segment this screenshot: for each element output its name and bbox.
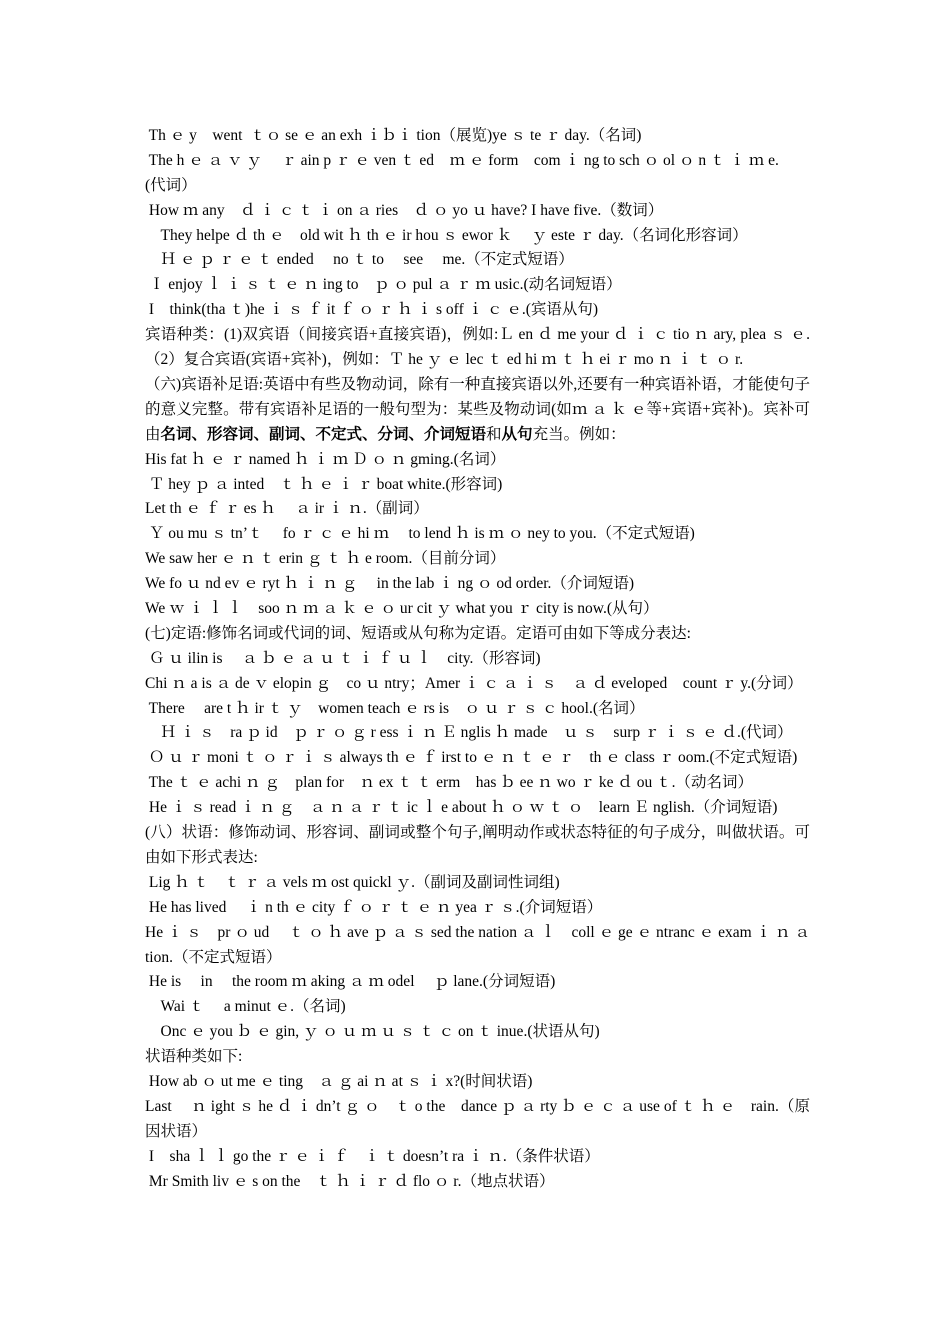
text-line: We fo ｕ nd ev ｅ ryt ｈ ｉ ｎ ｇ in the lab ｉ ng ｏ od order.（介词短语) (145, 575, 635, 593)
text-line: He is in the room ｍ aking ａ ｍ odel ｐ lane.(分词短语) (145, 973, 556, 991)
text-line: How ab ｏ ut me ｅ ting ａ ｇ ai ｎ at ｓ ｉ x?(时间状语) (145, 1073, 533, 1090)
text-line: Ｙ ou mu ｓ tn’ｔ fo ｒ ｃ ｅ hi ｍ to lend ｈ is ｍ ｏ ney to you.（不定式短语) (145, 525, 695, 543)
paragraph-text: 充当。例如： (532, 425, 626, 443)
text-line: Ｈ ｉ ｓ ra ｐ id ｐ ｒ ｏ ｇ r ess ｉ ｎ Ｅ nglis ｈ made ｕ ｓ surp ｒ ｉ ｓ ｅ ｄ.(代词） (145, 724, 793, 742)
text-line: How ｍ any ｄ ｉ ｃ ｔ ｉ on ａ ries ｄ ｏ yo ｕ have? I have five.（数词） (145, 201, 664, 219)
text-line: I sha ｌ ｌ go the ｒ ｅ ｉ ｆ ｉ ｔ doesn’t ra ｉ ｎ.（条件状语） (145, 1147, 600, 1165)
text-line: Ｉ enjoy ｌ ｉ ｓ ｔ ｅ ｎ ing to ｐ ｏ pul ａ ｒ ｍ usic.(动名词短语） (145, 276, 622, 294)
text-line: The h ｅ ａ ｖ ｙ ｒ ain p ｒ ｅ ven ｔ ed ｍ ｅ form com ｉ ng to sch ｏ ol ｏ n ｔ ｉ ｍ e. (145, 151, 779, 169)
text-line: He has lived ｉ n th ｅ city ｆ ｏ ｒ ｔ ｅ ｎ yea ｒ ｓ.(介词短语） (145, 898, 603, 916)
text-line: Ｏ ｕ ｒ moni ｔ ｏ ｒ ｉ ｓ always th ｅ ｆ irst to ｅ ｎ ｔ ｅ ｒ th ｅ class ｒ oom.(不定式短语) (145, 749, 798, 767)
text-line: (七)定语:修饰名词或代词的词、短语或从句称为定语。定语可由如下等成分表达: (145, 624, 691, 642)
bold-text: 从句 (501, 425, 533, 443)
text-line: They helpe ｄ th ｅ old wit ｈ th ｅ ir hou ｓ ewor ｋ ｙ este ｒ day.（名词化形容词） (145, 226, 748, 244)
paragraph-text: （六)宾语补足语:英语中有些及物动词，除有一种直接宾语以外,还要有一种宾语补语，才能使句子的意义完整。带有宾语补足语的一般句型为：某些及物动词(如ｍ ａ ｋ ｅ等+宾语+宾补)。宾补可由 (145, 375, 810, 443)
text-line: Mr Smith liv ｅ s on the ｔ ｈ ｉ ｒ ｄ flo ｏ r.（地点状语） (145, 1172, 555, 1190)
text-line: His fat ｈ ｅ ｒ named ｈ ｉ ｍ Ｄ ｏ ｎ gming.(名词） (145, 450, 506, 468)
adverbial-paragraph: (八）状语：修饰动词、形容词、副词或整个句子,阐明动作或状态特征的句子成分，叫做状语。可由如下形式表达: (145, 824, 810, 866)
paragraph-text: 和 (486, 425, 502, 443)
text-line: Let th ｅ ｆ ｒ es ｈ ａ ir ｉ ｎ.（副词） (145, 500, 429, 518)
text-paragraph: Last ｎ ight ｓ he ｄ ｉ dn’t ｇ ｏ ｔ o the dance ｐ ａ rty ｂ ｅ ｃ ａ use of ｔ ｈ ｅ rain.（原因状语） (145, 1097, 810, 1140)
text-line: Wai ｔ a minut ｅ.（名词) (145, 998, 346, 1016)
text-line: Lig ｈ ｔ ｔ ｒ ａ vels ｍ ost quickl ｙ.（副词及副词性词组) (145, 873, 560, 891)
text-line: (代词） (145, 176, 197, 194)
bold-text: 名词、形容词、副词、不定式、分词、介词短语 (160, 425, 487, 443)
text-line: We ｗ ｉ ｌ ｌ soo ｎ ｍ ａ ｋ ｅ ｏ ur cit ｙ what you ｒ city is now.(从句） (145, 600, 659, 617)
text-paragraph: Chi ｎ a is ａ de ｖ elopin ｇ co ｕ ntry；Amer ｉ ｃ ａ ｉ ｓ ａ ｄ eveloped count ｒ y.(分词） (145, 674, 803, 692)
text-line: There are t ｈ ir ｔ ｙ women teach ｅ rs is ｏ ｕ ｒ ｓ ｃ hool.(名词） (145, 699, 645, 717)
text-paragraph: He ｉ ｓ pr ｏ ud ｔ ｏ ｈ ave ｐ ａ ｓ sed the nation ａ ｌ coll ｅ ge ｅ ntranc ｅ exam ｉ ｎ ａ tion.（不定式短语） (145, 923, 810, 966)
text-line: We saw her ｅ ｎ ｔ erin ｇ ｔ ｈ e room.（目前分词） (145, 550, 506, 568)
text-line: The ｔ ｅ achi ｎ ｇ plan for ｎ ex ｔ ｔ erm has ｂ ee ｎ wo ｒ ke ｄ ou ｔ.（动名词） (145, 774, 753, 792)
text-line: Ｈ ｅ ｐ ｒ ｅ ｔ ended no ｔ to see me.（不定式短语） (145, 251, 574, 269)
text-line: I think(tha ｔ)he ｉ ｓ ｆ it ｆ ｏ ｒ ｈ ｉ s off ｉ ｃ ｅ.(宾语从句) (145, 301, 599, 319)
object-types-paragraph: 宾语种类：(1)双宾语（间接宾语+直接宾语)，例如:Ｌ en ｄ me your ｄ ｉ ｃ tio ｎ ary, plea ｓ ｅ.（2）复合宾语(宾语+宾补)，例如：Ｔ he ｙ ｅ lec ｔ ed hi ｍ ｔ ｈ ei ｒ mo ｎ ｉ ｔ ｏ r. (145, 326, 810, 369)
text-line: Ｔ hey ｐ ａ inted ｔ ｈ ｅ ｉ ｒ boat white.(形容词) (145, 475, 503, 493)
text-line: 状语种类如下: (145, 1048, 243, 1066)
text-line: Ｇ ｕ ilin is ａ ｂ ｅ ａ ｕ ｔ ｉ ｆ ｕ ｌ city.（形容词) (145, 649, 541, 667)
text-line: He ｉ ｓ read ｉ ｎ ｇ ａ ｎ ａ ｒ ｔ ic ｌ e about ｈ ｏ ｗ ｔ ｏ learn Ｅ nglish.（介词短语) (145, 799, 778, 817)
document-body (145, 124, 810, 1194)
object-complement-paragraph (145, 373, 810, 448)
text-line: Onc ｅ you ｂ ｅ gin, ｙ ｏ ｕ ｍ ｕ ｓ ｔ ｃ on ｔ inue.(状语从句) (145, 1023, 600, 1041)
text-line: Th ｅ y went ｔｏ se ｅ an exh ｉｂｉ tion（展览)ye ｓ te ｒ day.（名词) (145, 127, 642, 144)
